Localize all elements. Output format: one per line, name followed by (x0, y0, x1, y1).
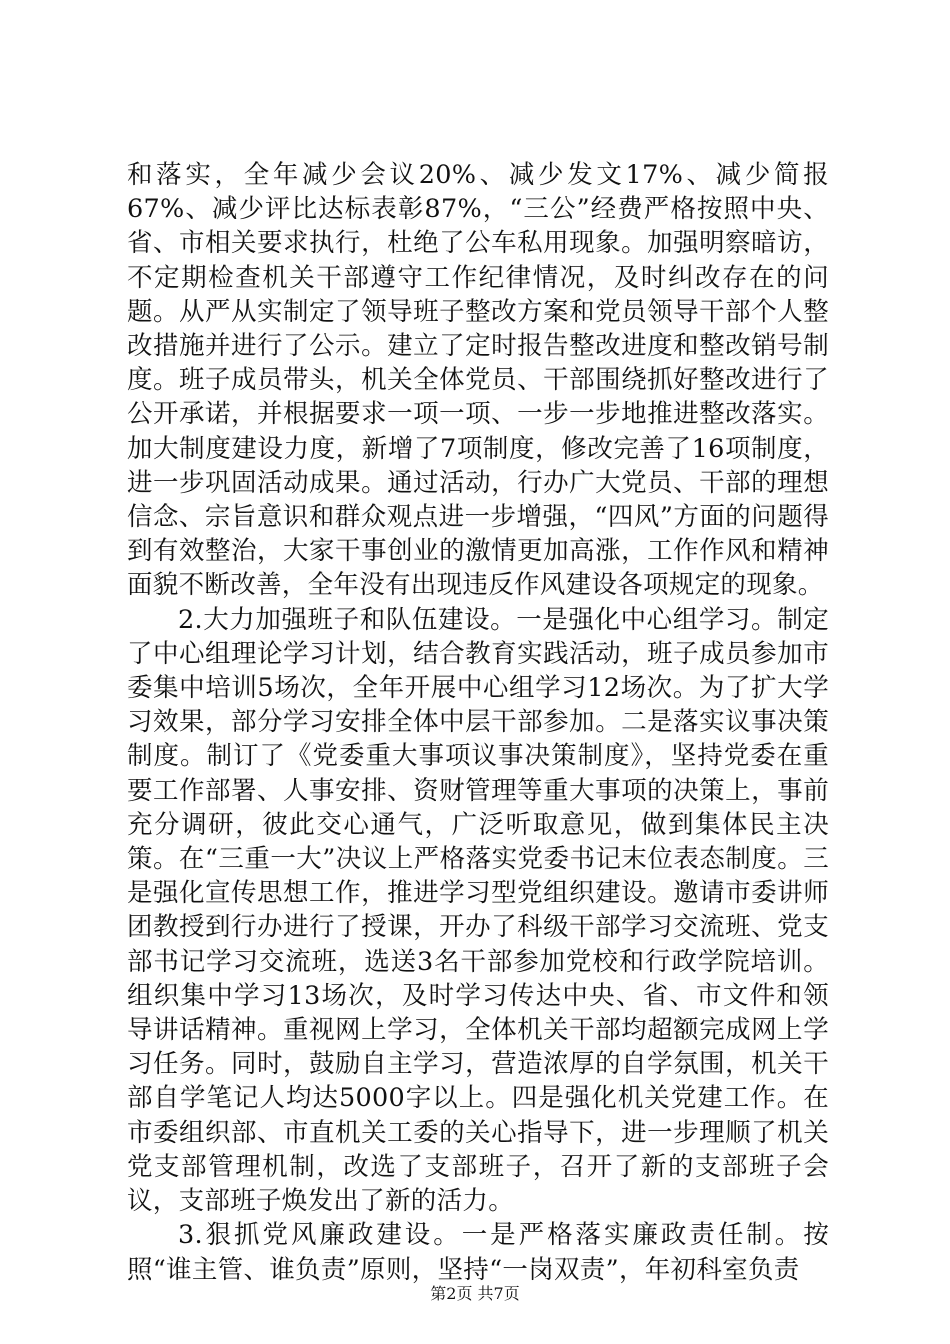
paragraph-3: 3.狠抓党风廉政建设。一是严格落实廉政责任制。按照“谁主管、谁负责”原则，坚持“一岗双责”，年初科室负责 (127, 1220, 829, 1285)
paragraph-2: 2.大力加强班子和队伍建设。一是强化中心组学习。制定了中心组理论学习计划，结合教育实践活动，班子成员参加市委集中培训5场次，全年开展中心组学习12场次。为了扩大学习效果，部分学习安排全体中层干部参加。二是落实议事决策制度。制订了《党委重大事项议事决策制度》，坚持党委在重要工作部署、人事安排、资财管理等重大事项的决策上，事前充分调研，彼此交心通气，广泛听取意见，做到集体民主决策。在“三重一大”决议上严格落实党委书记末位表态制度。三是强化宣传思想工作，推进学习型党组织建设。邀请市委讲师团教授到行办进行了授课，开办了科级干部学习交流班、党支部书记学习交流班，选送3名干部参加党校和行政学院培训。组织集中学习13场次，及时学习传达中央、省、市文件和领导讲话精神。重视网上学习，全体机关干部均超额完成网上学习任务。同时，鼓励自主学习，营造浓厚的自学氛围，机关干部自学笔记人均达5000字以上。四是强化机关党建工作。在市委组织部、市直机关工委的关心指导下，进一步理顺了机关党支部管理机制，改选了支部班子，召开了新的支部班子会议，支部班子焕发出了新的活力。 (127, 604, 829, 1217)
document-body (127, 158, 829, 1287)
paragraph-1: 和落实，全年减少会议20%、减少发文17%、减少简报67%、减少评比达标表彰87%，“三公”经费严格按照中央、省、市相关要求执行，杜绝了公车私用现象。加强明察暗访，不定期检查机关干部遵守工作纪律情况，及时纠改存在的问题。从严从实制定了领导班子整改方案和党员领导干部个人整改措施并进行了公示。建立了定时报告整改进度和整改销号制度。班子成员带头，机关全体党员、干部围绕抓好整改进行了公开承诺，并根据要求一项一项、一步一步地推进整改落实。加大制度建设力度，新增了7项制度，修改完善了16项制度，进一步巩固活动成果。通过活动，行办广大党员、干部的理想信念、宗旨意识和群众观点进一步增强，“四风”方面的问题得到有效整治，大家干事创业的激情更加高涨，工作作风和精神面貌不断改善，全年没有出现违反作风建设各项规定的现象。 (127, 160, 829, 601)
page-footer: 第2页 共7页 (430, 1284, 520, 1303)
